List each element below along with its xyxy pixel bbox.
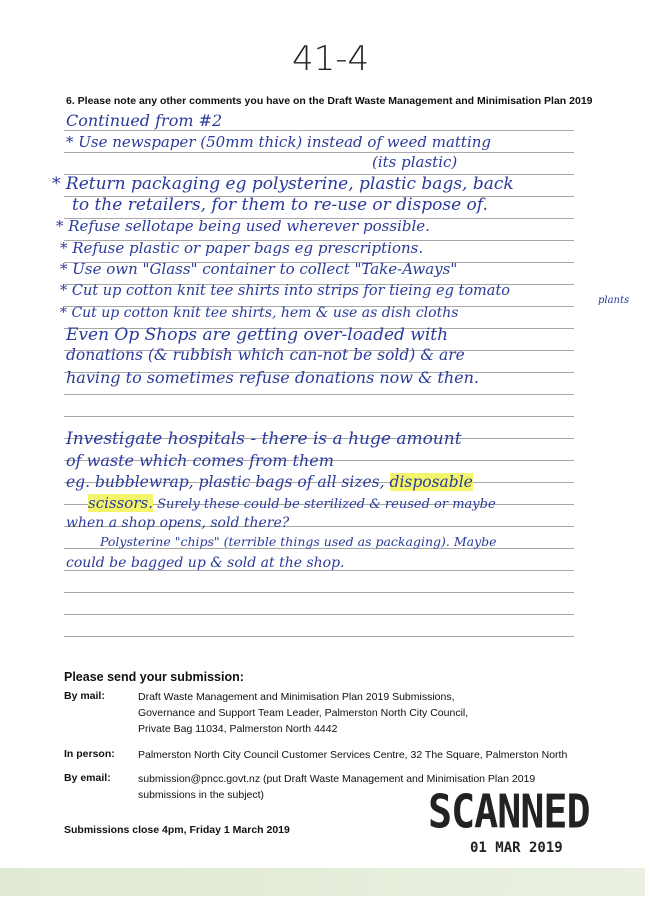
email-line: submission@pncc.govt.nz (put Draft Waste Management and Minimisation Plan 2019 (138, 773, 536, 785)
question-heading: 6. Please note any other comments you have on the Draft Waste Management and Minimisation Plan 2019 (66, 95, 593, 107)
hand-line: * Use newspaper (50mm thick) instead of weed matting (66, 133, 492, 151)
hand-line: plants (598, 295, 630, 306)
hand-line: could be bagged up & sold at the shop. (66, 555, 345, 571)
hand-line: Even Op Shops are getting over-loaded with (66, 325, 449, 345)
hand-line: (its plastic) (372, 153, 458, 171)
hand-line (88, 496, 496, 511)
page-number: 41-4 (292, 39, 370, 79)
hand-text: eg. bubblewrap, plastic bags of all sizes, (66, 473, 385, 491)
close-date: Submissions close 4pm, Friday 1 March 2019 (64, 824, 290, 836)
hand-line: donations (& rubbish which can-not be sold) & are (66, 346, 465, 364)
email-label: By email: (64, 772, 111, 784)
hand-line: having to sometimes refuse donations now & then. (66, 368, 479, 387)
hand-line: to the retailers, for them to re-use or dispose of. (72, 195, 488, 215)
mail-label: By mail: (64, 690, 105, 702)
hand-line: when a shop opens, sold there? (66, 515, 290, 531)
hand-line: of waste which comes from them (66, 451, 334, 470)
bottom-bar (0, 868, 645, 896)
hand-line: * Refuse plastic or paper bags eg prescriptions. (60, 239, 424, 257)
hand-line: Investigate hospitals - there is a huge amount (66, 429, 462, 449)
hand-line: Polysterine "chips" (terrible things used as packaging). Maybe (100, 534, 497, 549)
mail-line: Private Bag 11034, Palmerston North 4442 (138, 723, 338, 735)
mail-address (138, 689, 468, 737)
hand-line: * Cut up cotton knit tee shirts into strips for tieing eg tomato (60, 283, 511, 299)
mail-line: Draft Waste Management and Minimisation Plan 2019 Submissions, (138, 691, 455, 703)
hand-line: * Use own "Glass" container to collect "Take-Aways" (60, 260, 458, 278)
mail-line: Governance and Support Team Leader, Palmerston North City Council, (138, 707, 469, 719)
hand-line: * Refuse sellotape being used wherever possible. (56, 217, 430, 235)
in-person-label: In person: (64, 748, 115, 760)
hand-text: Surely these could be sterilized & reused or maybe (157, 497, 496, 512)
in-person-address: Palmerston North City Council Customer Services Centre, 32 The Square, Palmerston North (138, 749, 568, 761)
hand-line (66, 475, 473, 491)
stamp-word: SCANNED (428, 786, 590, 839)
hand-line: Continued from #2 (66, 111, 223, 130)
submission-heading: Please send your submission: (64, 670, 244, 684)
hand-line: * Cut up cotton knit tee shirts, hem & use as dish cloths (60, 305, 459, 321)
highlighted-text: disposable (389, 473, 473, 491)
hand-line: * Return packaging eg polysterine, plastic bags, back (52, 174, 514, 194)
email-line: submissions in the subject) (138, 789, 265, 801)
highlighted-text: scissors. (88, 494, 153, 512)
stamp-date: 01 MAR 2019 (470, 840, 563, 856)
